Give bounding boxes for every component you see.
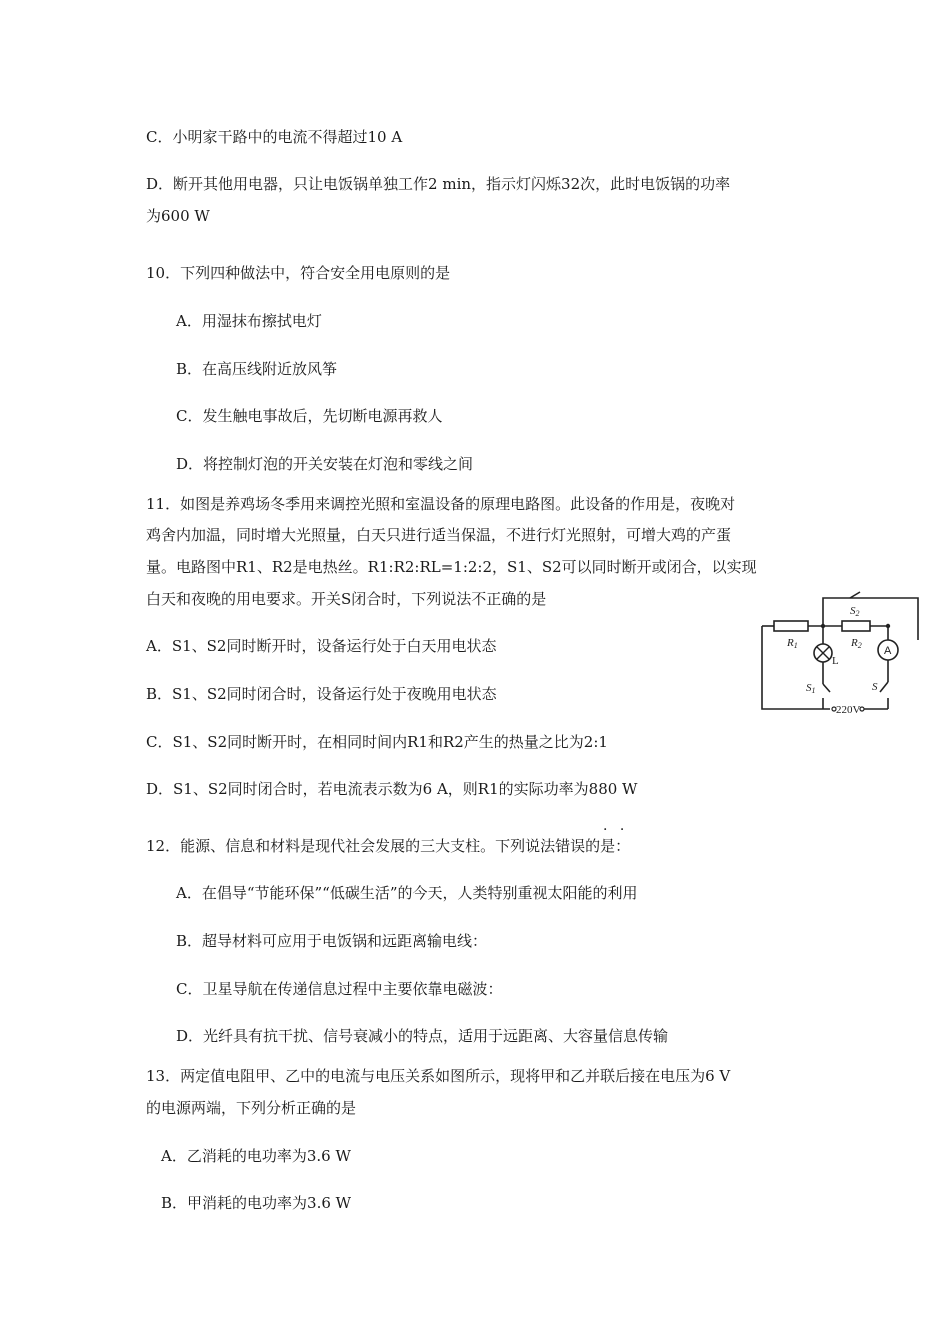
option-10b: B．在高压线附近放风筝	[176, 360, 338, 378]
question-11-line2: 鸡舍内加温，同时增大光照量，白天只进行适当保温，不进行灯光照射，可增大鸡的产蛋	[146, 526, 732, 544]
option-13b: B．甲消耗的电功率为3.6 W	[161, 1194, 352, 1212]
option-10c: C．发生触电事故后，先切断电源再救人	[176, 407, 443, 425]
label-voltage: 220V	[836, 704, 861, 716]
question-11-line4: 白天和夜晚的用电要求。开关S闭合时，下列说法不正确的是	[146, 590, 547, 608]
option-9d-cont: 为600 W	[146, 207, 210, 225]
option-12c: C．卫星导航在传递信息过程中主要依靠电磁波：	[176, 980, 503, 998]
label-r1: R1	[787, 637, 798, 650]
option-10a: A．用湿抹布擦拭电灯	[176, 312, 322, 330]
option-12a: A．在倡导“节能环保”“低碳生活”的今天，人类特别重视太阳能的利用	[176, 884, 638, 902]
option-13a: A．乙消耗的电功率为3.6 W	[161, 1147, 351, 1165]
label-s1: S1	[806, 682, 816, 695]
question-13: 13．两定值电阻甲、乙中的电流与电压关系如图所示，现将甲和乙并联后接在电压为6 V	[146, 1067, 731, 1085]
label-ammeter: A	[884, 645, 892, 657]
lamp-icon	[814, 644, 832, 662]
emphasis-dots: · ·	[603, 822, 629, 838]
resistor-r2	[842, 621, 870, 631]
option-11d: D．S1、S2同时闭合时，若电流表示数为6 A，则R1的实际功率为880 W	[146, 780, 638, 798]
option-9d: D．断开其他用电器，只让电饭锅单独工作2 min，指示灯闪烁32次，此时电饭锅的功率	[146, 175, 731, 193]
option-10d: D．将控制灯泡的开关安装在灯泡和零线之间	[176, 455, 474, 473]
option-11a: A．S1、S2同时断开时，设备运行处于白天用电状态	[146, 637, 497, 655]
label-s2: S2	[850, 605, 860, 618]
label-s: S	[872, 681, 878, 693]
label-l: L	[832, 655, 839, 667]
option-12d: D．光纤具有抗干扰、信号衰减小的特点，适用于远距离、大容量信息传输	[176, 1027, 669, 1045]
resistor-r1	[774, 621, 808, 631]
option-11b: B．S1、S2同时闭合时，设备运行处于夜晚用电状态	[146, 685, 497, 703]
label-r2: R2	[851, 637, 862, 650]
question-11: 11．如图是养鸡场冬季用来调控光照和室温设备的原理电路图。此设备的作用是，夜晚对	[146, 495, 736, 513]
circuit-diagram	[760, 588, 920, 720]
option-9c: C．小明家干路中的电流不得超过10 A	[146, 128, 403, 146]
question-10: 10．下列四种做法中，符合安全用电原则的是	[146, 264, 451, 282]
option-12b: B．超导材料可应用于电饭锅和远距离输电线：	[176, 932, 488, 950]
question-12: 12．能源、信息和材料是现代社会发展的三大支柱。下列说法错误的是：	[146, 837, 631, 855]
option-11c: C．S1、S2同时断开时，在相同时间内R1和R2产生的热量之比为2:1	[146, 733, 608, 751]
question-13-line2: 的电源两端，下列分析正确的是	[146, 1099, 357, 1117]
question-11-line3: 量。电路图中R1、R2是电热丝。R1:R2:RL=1:2:2，S1、S2可以同时断开或闭合，以实现	[146, 558, 757, 576]
